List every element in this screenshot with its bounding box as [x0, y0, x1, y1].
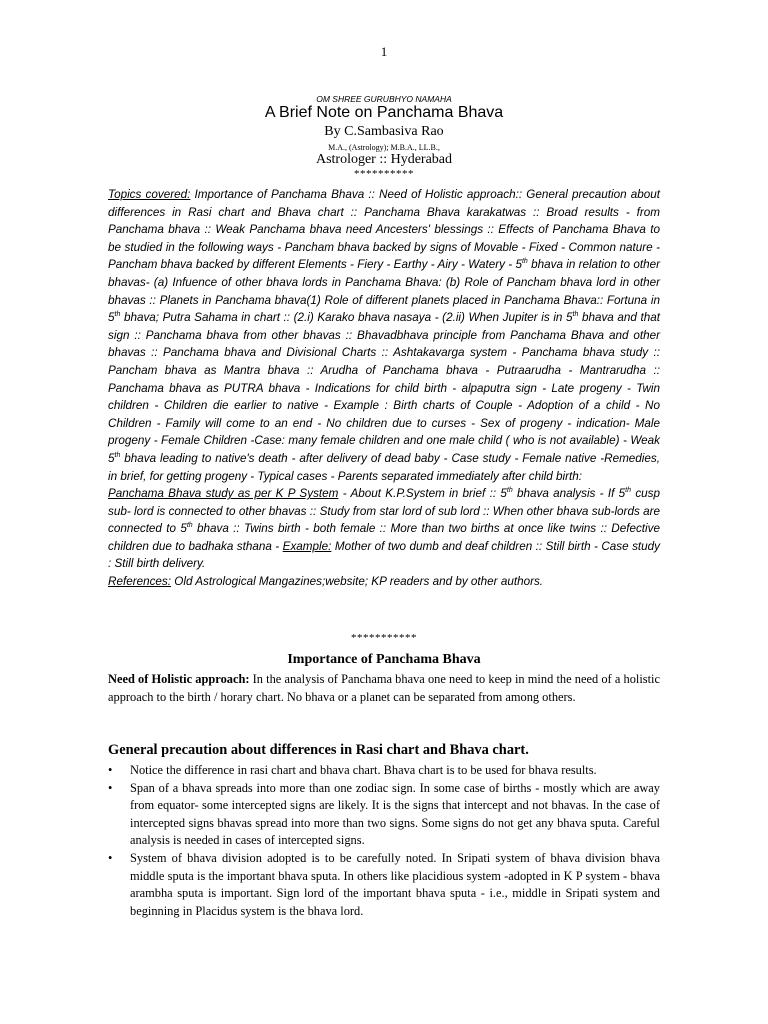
kp-text-c: cusp sub- lord is connected to other bhavas :: Study from star lord of sub lord :: When other bhava sub-lords are connected to 5	[108, 487, 661, 536]
list-item-text: System of bhava division adopted is to be carefully noted. In Sripati system of bhava division bhava middle sputa is the important bhava sputa. In others like placidious system -adopted in K P system - bhava arambha sputa is important. Sign lord of the important bhava sputa - i.e., middle in Sripati system and beginning in Placidus system is the bhava lord.	[130, 850, 660, 918]
superscript-th: th	[114, 311, 121, 319]
holistic-paragraph	[108, 670, 660, 706]
holistic-text: In the analysis of Panchama bhava one need to keep in mind the need of a holistic approach to the birth / horary chart. No bhava or a planet can be separated from among others.	[108, 672, 661, 704]
superscript-th: th	[521, 258, 528, 266]
superscript-th: th	[506, 487, 513, 495]
superscript-th: th	[625, 487, 632, 495]
topics-text-e: bhava leading to native's death - after delivery of dead baby - Case study - Female native -Remedies, in brief, for getting progeny - Typical cases - Parents separated immediately after child birth:	[108, 451, 660, 483]
list-item	[108, 850, 660, 920]
topics-paragraph	[108, 186, 660, 485]
list-item-text: Span of a bhava spreads into more than one zodiac sign. In some case of births - mostly which are away from equator- some intercepted signs are likely. It is the signs that intercept and not bhavas. In the case of intercepted signs bhavas spread into more than two signs. Some signs do not get any bhava sputa. Careful analysis is needed in cases of intercepted signs.	[130, 780, 660, 848]
references-label: References:	[108, 575, 172, 589]
example-label: Example:	[282, 539, 332, 553]
astrologer-location: Astrologer :: Hyderabad	[315, 152, 453, 167]
topics-label: Topics covered:	[108, 188, 191, 201]
separator-stars-top: **********	[354, 168, 414, 180]
page-number: 1	[380, 44, 388, 59]
list-item-text: Notice the difference in rasi chart and bhava chart. Bhava chart is to be used for bhava results.	[130, 763, 597, 777]
separator-stars-bottom: ***********	[351, 632, 417, 644]
kp-label: Panchama Bhava study as per K P System	[108, 487, 339, 501]
holistic-lead: Need of Holistic approach:	[108, 672, 250, 686]
list-item	[108, 780, 660, 850]
kp-text-d: bhava :: Twins birth - both female :: More than two births at once like twins :: Defective children due to badhaka sthana -	[108, 522, 660, 553]
kp-text-a: - About K.P.System in brief :: 5	[338, 487, 507, 501]
list-item	[108, 762, 660, 780]
topics-text-b: bhava in relation to other bhavas- (a) Infuence of other bhava lords in Panchama Bhava: (b) Role of Pancham bhava lord in other bhavas :: Planets in Panchama bhava(1) Role of different planets placed in Panchama Bhava:: Fortuna in 5	[108, 258, 660, 325]
superscript-th: th	[114, 452, 121, 460]
topics-text-a: Importance of Panchama Bhava :: Need of Holistic approach:: General precaution about differences in Rasi chart and Bhava chart :: Panchama Bhava karakatwas :: Broad results - from Panchama bhava :: Weak Panchama bhava need Ancesters' blessings :: Effects of Panchama Bhava to be studied in the following ways - Pancham bhava backed by signs of Movable - Fixed - Common nature - Pancham bhava backed by different Elements - Fiery - Earthy - Airy - Watery - 5	[108, 188, 660, 272]
references-paragraph	[108, 573, 660, 591]
topics-covered-section	[108, 186, 660, 591]
precaution-list	[108, 762, 660, 920]
author-credentials: M.A., (Astrology); M.B.A., LL.B.,	[328, 143, 440, 152]
author-line: By C.Sambasiva Rao	[324, 124, 444, 139]
bullet-icon: •	[108, 850, 113, 865]
invocation-line: OM SHREE GURUBHYO NAMAHA	[316, 94, 452, 104]
kp-text-b: bhava analysis - If 5	[512, 487, 626, 501]
precaution-heading: General precaution about differences in Rasi chart and Bhava chart.	[108, 742, 529, 758]
superscript-th: th	[572, 311, 579, 319]
importance-heading: Importance of Panchama Bhava	[287, 652, 481, 667]
kp-text-e: Mother of two dumb and deaf children :: Still birth - Case study : Still birth delivery.	[108, 539, 661, 571]
references-text: Old Astrological Mangazines;website; KP readers and by other authors.	[171, 575, 544, 589]
bullet-icon: •	[108, 780, 113, 795]
bullet-icon: •	[108, 763, 113, 777]
kp-paragraph	[108, 485, 660, 573]
topics-text-d: bhava and that sign :: Panchama bhava from other bhavas :: Bhavadbhava principle from Panchama Bhava and other bhavas :: Panchama bhava and Divisional Charts :: Ashtakavarga system - Panchama bhava study :: Pancham bhava as Mantra bhava :: Arudha of Panchama bhava - Putraarudha - Mantrarudha :: Panchama bhava as PUTRA bhava - Indications for child birth - alpaputra sign - Late progeny - Twin children - Children die earlier to native - Example : Birth charts of Couple - Adoption of a child - No Children - Family will come to an end - No children due to curses - Sex of progeny - indication- Male progeny - Female Children -Case: many female children and one male child ( who is not available) - Weak 5	[108, 311, 660, 465]
superscript-th: th	[186, 522, 193, 530]
document-title: A Brief Note on Panchama Bhava	[264, 104, 504, 121]
topics-text-c: bhava; Putra Sahama in chart :: (2.i) Karako bhava nasaya - (2.ii) When Jupiter is in 5	[120, 311, 573, 325]
